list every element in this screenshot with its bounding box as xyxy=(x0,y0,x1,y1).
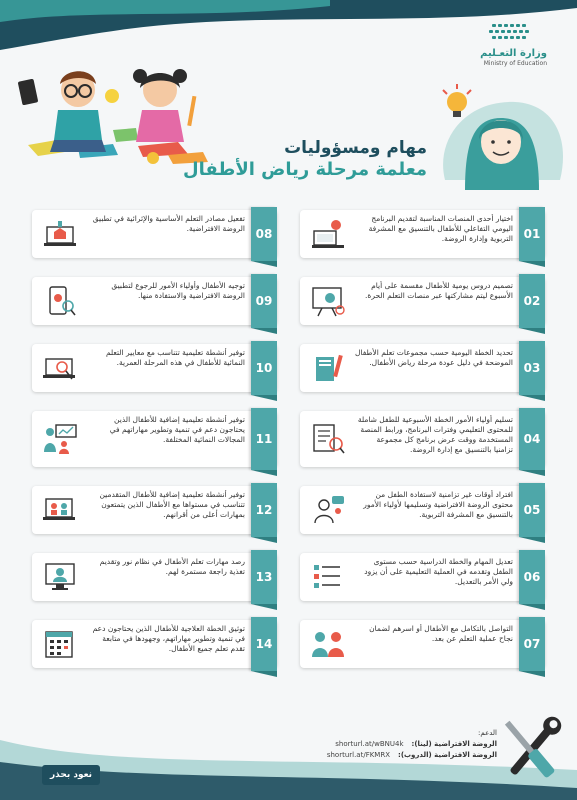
task-number: 08 xyxy=(251,207,277,261)
task-text: تحديد الخطة اليومية حسب مجموعات تعلم الأطفال الموضحة في دليل عودة مرحلة رياض الأطفال. xyxy=(355,348,513,367)
task-text: توفير أنشطة تعليمية إضافية للأطفال الذين يحتاجون دعم في تنمية وتطوير مهاراتهم في المجالات النمائية المختلفة. xyxy=(109,415,245,444)
task-text: توثيق الخطة العلاجية للأطفال الذين يحتاجون دعم في تنمية وتطوير مهاراتهم، وجهودها في متابعة تقدم تعلم جميع الأطفال. xyxy=(92,624,245,653)
support-item xyxy=(317,739,497,750)
task-text: التواصل بالتكامل مع الأطفال أو اسرهم لضمان نجاح عملية التعلم عن بعد. xyxy=(369,624,513,643)
task-card-04 xyxy=(300,411,545,467)
task-text: توفير أنشطة تعليمية إضافية للأطفال المتقدمين تتناسب في مستواها مع الأطفال الذين يتمتعون بمهارات أعلى من أقرانهم. xyxy=(99,490,245,519)
task-card-01 xyxy=(300,210,545,258)
teacher-illustration xyxy=(435,80,565,190)
support-label: الروضة الافتراضية (الدروب): xyxy=(398,751,497,759)
teacher-students-icon xyxy=(42,422,78,456)
task-number: 12 xyxy=(251,483,277,537)
task-card-07 xyxy=(300,620,545,668)
task-number: 06 xyxy=(519,550,545,604)
task-text: توجيه الأطفال وأولياء الأمور للرجوع لتطبيق الروضة الافتراضية والاستفادة منها. xyxy=(111,281,245,300)
support-links xyxy=(317,728,497,761)
task-text: تسليم أولياء الأمور الخطة الأسبوعية للطفل شاملة للمحتوى التعليمي وفترات البرنامج، ورابط المنصة المستخدمة ووقت عرض برنامج كل مجموعة تزامنيا بالتنسيق مع إدارة الروضة. xyxy=(357,415,513,454)
laptop-school-icon xyxy=(42,217,78,251)
calendar-grid-icon xyxy=(42,627,78,661)
presentation-screen-icon xyxy=(310,284,346,318)
task-number: 13 xyxy=(251,550,277,604)
task-card-09 xyxy=(32,277,277,325)
task-number: 05 xyxy=(519,483,545,537)
task-card-08 xyxy=(32,210,277,258)
task-text: اختيار أحدى المنصات المناسبة لتقديم البرنامج اليومي التفاعلي للأطفال بالتنسيق مع المشرفة التربوية وإدارة الروضة. xyxy=(368,214,513,243)
laptop-magnifier-icon xyxy=(42,351,78,385)
task-number: 10 xyxy=(251,341,277,395)
ministry-name-en: Ministry of Education xyxy=(483,60,547,67)
page-subtitle: معلمة مرحلة رياض الأطفال xyxy=(183,159,427,180)
support-link[interactable]: shorturl.at/wBNU4k xyxy=(335,740,404,748)
task-number: 11 xyxy=(251,408,277,470)
checklist-magnifier-icon xyxy=(310,422,346,456)
monitor-user-icon xyxy=(42,560,78,594)
ministry-name-ar: وزارة التعـليم xyxy=(480,48,547,59)
support-link[interactable]: shorturl.at/FKMRX xyxy=(326,751,391,759)
wrench-screwdriver-icon xyxy=(500,708,562,794)
task-number: 03 xyxy=(519,341,545,395)
computer-board-icon xyxy=(310,217,346,251)
task-number: 09 xyxy=(251,274,277,328)
task-card-11 xyxy=(32,411,277,467)
ministry-logo xyxy=(452,22,547,68)
task-number: 07 xyxy=(519,617,545,671)
return-badge: نعود بحذر xyxy=(42,765,100,785)
task-card-12 xyxy=(32,486,277,534)
task-text: رصد مهارات تعلم الأطفال في نظام نور وتقديم تغذية راجعة مستمرة لهم. xyxy=(99,557,245,576)
mobile-search-icon xyxy=(42,284,78,318)
task-number: 02 xyxy=(519,274,545,328)
task-text: توفير أنشطة تعليمية تتناسب مع معايير التعلم النمائية للأطفال في هذه المرحلة العمرية. xyxy=(105,348,245,367)
page-title: مهام ومسؤوليات xyxy=(284,138,427,158)
task-card-14 xyxy=(32,620,277,668)
task-card-03 xyxy=(300,344,545,392)
support-heading: الدعم: xyxy=(478,729,497,737)
task-number: 14 xyxy=(251,617,277,671)
task-number: 04 xyxy=(519,408,545,470)
ministry-logo-icon xyxy=(452,22,547,44)
laptop-people-icon xyxy=(42,493,78,527)
task-card-13 xyxy=(32,553,277,601)
task-card-05 xyxy=(300,486,545,534)
title-block xyxy=(157,138,427,181)
task-card-02 xyxy=(300,277,545,325)
task-text: تفعيل مصادر التعلم الأساسية والإثرائية في تطبيق الروضة الافتراضية. xyxy=(92,214,245,233)
task-text: تعديل المهام والخطة الدراسية حسب مستوى الطفل وتقدمه في العملية التعليمية على أن يزود ولي الأمر بالتعديل. xyxy=(364,557,513,586)
task-card-10 xyxy=(32,344,277,392)
task-card-06 xyxy=(300,553,545,601)
task-text: افتراد أوقات غير تزامنية لاستفادة الطفل من محتوى الروضة الافتراضية وتسليمها لأولياء الأمور بالتنسيق مع المشرفة التربوية. xyxy=(363,490,513,519)
book-pencil-icon xyxy=(310,351,346,385)
chat-person-icon xyxy=(310,493,346,527)
list-checks-icon xyxy=(310,560,346,594)
people-talking-icon xyxy=(310,627,346,661)
support-label: الروضة الافتراضية (لينا): xyxy=(411,740,497,748)
support-item xyxy=(317,750,497,761)
task-number: 01 xyxy=(519,207,545,261)
task-text: تصميم دروس يومية للأطفال مقسمة على أيام الأسبوع ليتم مشاركتها عبر منصات التعلم الحرة. xyxy=(365,281,513,300)
